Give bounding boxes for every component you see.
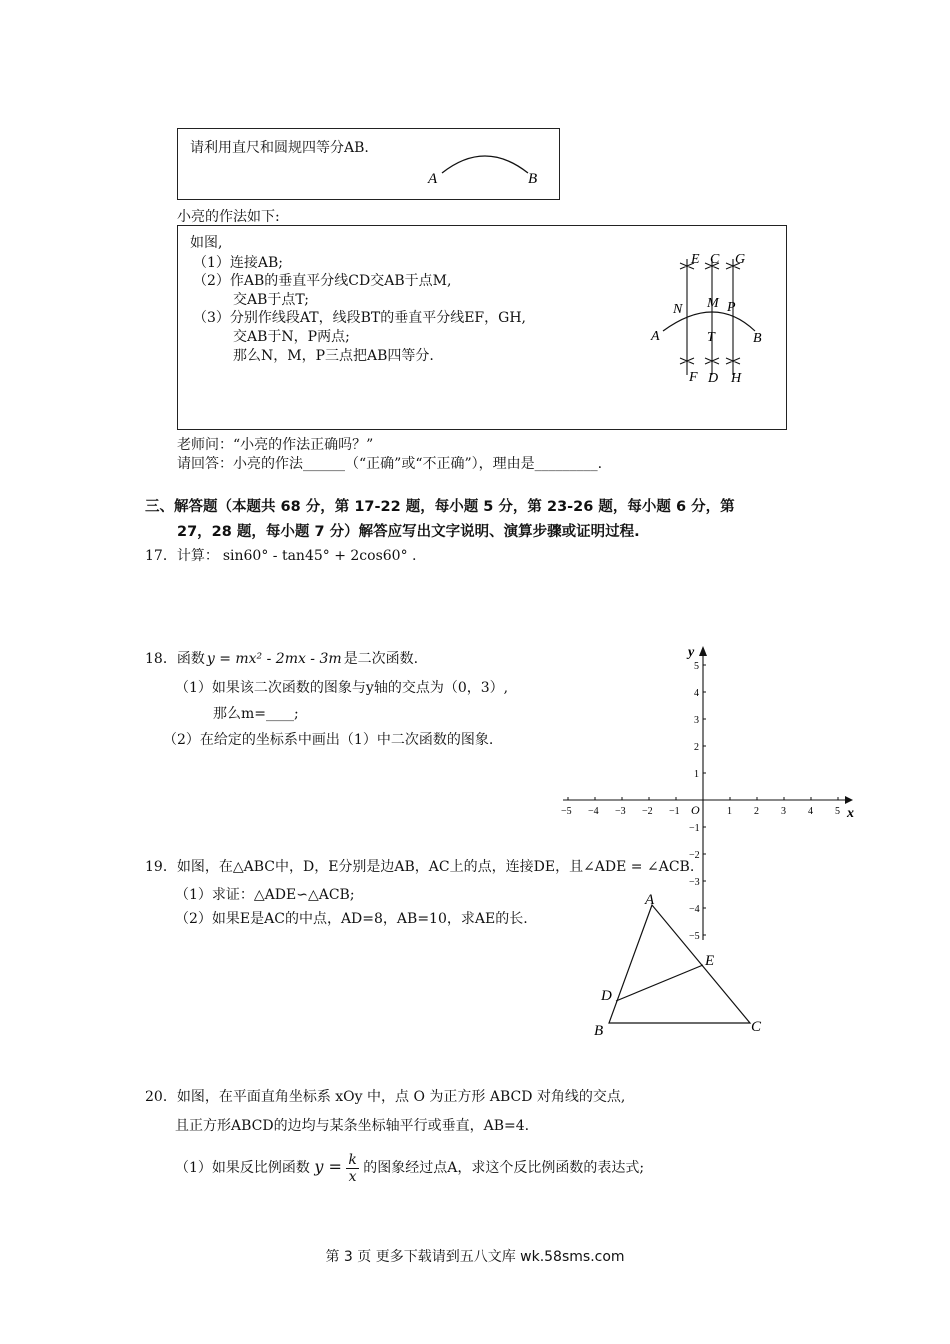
q20-line-1: 如图，在平面直角坐标系 xOy 中，点 O 为正方形 ABCD 对角线的交点,: [176, 1089, 626, 1105]
section-3-heading-cont: 27，28 题，每小题 7 分）解答应写出文字说明、演算步骤或证明过程.: [177, 524, 640, 540]
x-axis-label: x: [847, 806, 854, 821]
fig-label-a: A: [651, 329, 660, 344]
y-tick-label: −4: [689, 904, 700, 915]
q20-part-1: [175, 1142, 644, 1192]
y-axis-label: y: [688, 645, 695, 660]
fig-label-e: E: [691, 252, 700, 267]
question-20: [145, 1086, 625, 1106]
q19-number: 19．: [145, 859, 177, 875]
y-tick-label: −3: [689, 877, 700, 888]
q17-expression: sin60° - tan45° + 2cos60° .: [222, 548, 417, 564]
x-tick-label: −1: [669, 806, 680, 817]
q19-part-2: （2）如果E是AC的中点，AD=8，AB=10，求AE的长.: [175, 911, 528, 927]
q18-part-2: （2）在给定的坐标系中画出（1）中二次函数的图象.: [163, 732, 494, 748]
y-tick-label: 3: [694, 715, 699, 726]
q18-part-1: （1）如果该二次函数的图象与y轴的交点为（0，3）,: [175, 680, 509, 696]
x-tick-label: −4: [588, 806, 599, 817]
tri-label-c: C: [751, 1019, 762, 1035]
tri-label-d: D: [601, 988, 612, 1004]
question-18: [145, 648, 418, 668]
xiaoliang-intro: 小亮的作法如下:: [177, 209, 280, 225]
method-line-3: 交AB于点T;: [233, 292, 309, 308]
q17-number: 17．: [145, 548, 177, 564]
fig-label-h: H: [731, 371, 742, 386]
q20-part-1-post: 的图象经过点A，求这个反比例函数的表达式;: [363, 1160, 645, 1176]
section-3-heading: 三、解答题（本题共 68 分，第 17-22 题，每小题 5 分，第 23-26 题，每小题 6 分，第: [145, 499, 735, 515]
segment-de: [616, 965, 703, 1001]
method-line-0: 如图,: [190, 235, 223, 251]
label-a: A: [428, 171, 438, 187]
fig-label-f: F: [689, 370, 698, 385]
answer-prompt: 请回答：小亮的作法______（“正确”或“不正确”），理由是_________.: [177, 456, 603, 472]
fig-label-g: G: [735, 252, 746, 267]
q20-fraction: [346, 1152, 358, 1185]
y-tick-label: 1: [694, 769, 699, 780]
origin-label: O: [691, 803, 700, 817]
y-tick-label: −2: [689, 850, 700, 861]
q18-part-1b: 那么m=____;: [213, 706, 299, 722]
method-line-2: （2）作AB的垂直平分线CD交AB于点M,: [193, 273, 452, 289]
q20-line-2: 且正方形ABCD的边均与某条坐标轴平行或垂直，AB=4.: [175, 1118, 530, 1134]
q20-frac-denominator: x: [348, 1168, 357, 1185]
question-17: [145, 545, 416, 565]
q20-func-lhs: y =: [314, 1157, 342, 1176]
y-tick-label: 5: [694, 661, 699, 672]
x-tick-label: −5: [561, 806, 572, 817]
fig-label-t: T: [707, 330, 715, 345]
q20-part-1-pre: （1）如果反比例函数: [175, 1160, 310, 1176]
method-line-1: （1）连接AB;: [193, 255, 284, 271]
q19-part-1: （1）求证：△ADE∽△ACB;: [175, 887, 355, 903]
tri-label-a: A: [645, 892, 655, 908]
y-tick-label: 2: [694, 742, 699, 753]
fig-label-p: P: [727, 300, 736, 315]
x-tick-label: −2: [642, 806, 653, 817]
x-tick-label: −3: [615, 806, 626, 817]
triangle-figure: [585, 885, 775, 1045]
fig-label-d: D: [708, 371, 719, 386]
y-tick-label: −5: [689, 931, 700, 942]
construction-figure: [645, 245, 775, 390]
arc-ab: [442, 156, 528, 173]
question-19: [145, 856, 694, 876]
arc-ab-figure: [420, 145, 550, 190]
q17-text: 计算：: [176, 548, 219, 564]
fig-label-m: M: [707, 296, 719, 311]
y-tick-label: −1: [689, 823, 700, 834]
label-b: B: [528, 171, 538, 187]
q18-tail: 是二次函数.: [343, 651, 419, 667]
x-tick-label: 4: [808, 806, 813, 817]
y-axis-arrow: [699, 646, 707, 656]
task-prompt: 请利用直尺和圆规四等分AB.: [190, 140, 369, 156]
page-footer: 第 3 页 更多下载请到五八文库 wk.58sms.com: [325, 1249, 625, 1265]
q19-text: 如图，在△ABC中，D，E分别是边AB，AC上的点，连接DE，且∠ADE = ∠ACB.: [176, 859, 695, 875]
method-line-6: 那么N，M，P三点把AB四等分.: [233, 348, 434, 364]
q18-expression: y = mx² - 2mx - 3m: [206, 651, 342, 667]
tri-label-b: B: [594, 1023, 604, 1039]
x-tick-label: 3: [781, 806, 786, 817]
y-tick-label: 4: [694, 688, 699, 699]
triangle-abc: [609, 905, 750, 1023]
x-tick-label: 1: [727, 806, 732, 817]
x-axis-arrow: [845, 796, 853, 804]
tick-marks-bottom: [680, 358, 740, 364]
fig-label-c: C: [710, 252, 720, 267]
q18-text: 函数: [176, 651, 205, 667]
x-tick-label: 5: [835, 806, 840, 817]
q18-number: 18．: [145, 651, 177, 667]
tri-label-e: E: [705, 953, 715, 969]
q20-number: 20．: [145, 1089, 177, 1105]
fig-label-b: B: [753, 331, 762, 346]
method-line-5: 交AB于N，P两点;: [233, 329, 350, 345]
method-line-4: （3）分别作线段AT，线段BT的垂直平分线EF，GH,: [193, 310, 526, 326]
fig-label-n: N: [673, 302, 683, 317]
teacher-question: 老师问：“小亮的作法正确吗？”: [177, 437, 374, 453]
q20-frac-numerator: k: [348, 1151, 357, 1168]
x-tick-label: 2: [754, 806, 759, 817]
